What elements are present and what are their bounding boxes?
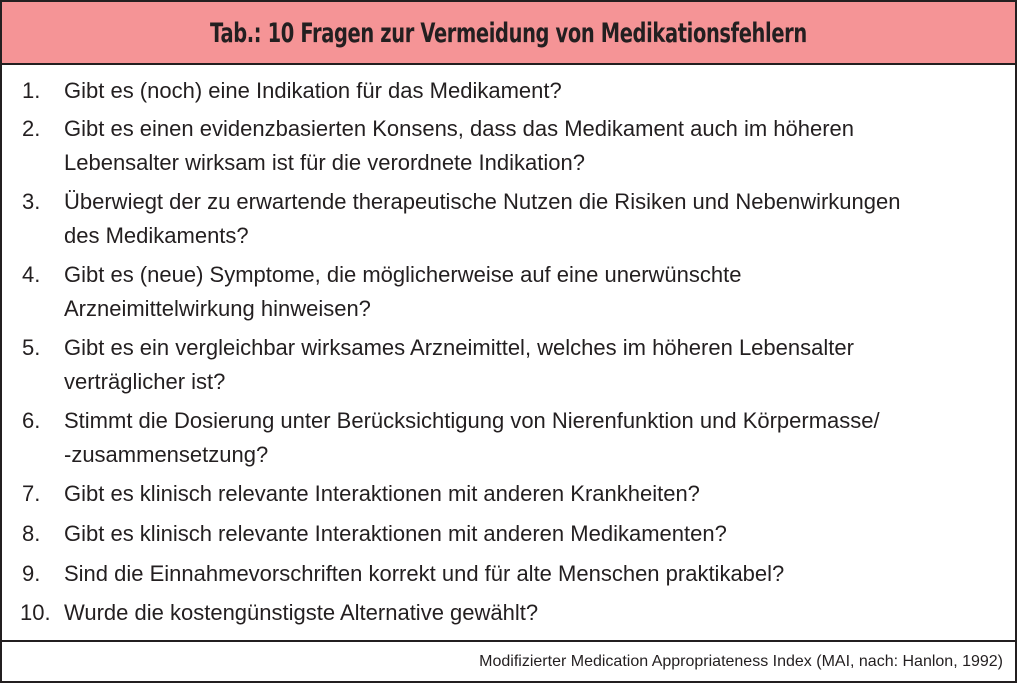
question-line: -zusammensetzung?	[64, 442, 269, 467]
question-item	[2, 258, 1015, 326]
question-item	[2, 74, 1015, 108]
question-number: 2.	[22, 116, 41, 141]
question-text	[64, 331, 984, 399]
question-line: Gibt es klinisch relevante Interaktionen mit anderen Krankheiten?	[64, 481, 700, 506]
question-line: Lebensalter wirksam ist für die verordnete Indikation?	[64, 150, 585, 175]
question-number: 5.	[22, 335, 41, 360]
question-text	[64, 74, 984, 108]
question-line: Stimmt die Dosierung unter Berücksichtigung von Nierenfunktion und Körpermasse/	[64, 408, 880, 433]
question-text	[64, 112, 984, 180]
question-item	[2, 331, 1015, 399]
question-number: 9.	[22, 561, 41, 586]
question-line: Sind die Einnahmevorschriften korrekt und für alte Menschen praktikabel?	[64, 561, 785, 586]
question-item	[2, 557, 1015, 591]
question-line: des Medikaments?	[64, 223, 249, 248]
question-line: verträglicher ist?	[64, 369, 226, 394]
question-item	[2, 112, 1015, 180]
question-list	[2, 65, 1015, 630]
table-source-note: Modifizierter Medication Appropriateness Index (MAI, nach: Hanlon, 1992)	[479, 653, 1003, 670]
question-item	[2, 596, 1015, 630]
question-number: 8.	[22, 521, 41, 546]
question-number: 10.	[20, 600, 51, 625]
question-item	[2, 404, 1015, 472]
table-header	[2, 2, 1015, 65]
question-number: 4.	[22, 262, 41, 287]
question-line: Arzneimittelwirkung hinweisen?	[64, 296, 371, 321]
question-text	[64, 557, 984, 591]
question-text	[64, 185, 984, 253]
question-line: Gibt es klinisch relevante Interaktionen mit anderen Medikamenten?	[64, 521, 727, 546]
question-item	[2, 477, 1015, 511]
question-text	[64, 258, 984, 326]
question-line: Gibt es (neue) Symptome, die möglicherweise auf eine unerwünschte	[64, 262, 742, 287]
question-number: 1.	[22, 78, 41, 103]
question-text	[64, 517, 984, 551]
question-text	[64, 404, 984, 472]
question-line: Wurde die kostengünstigste Alternative gewählt?	[64, 600, 539, 625]
question-number: 6.	[22, 408, 41, 433]
footer-divider	[2, 640, 1015, 642]
question-text	[64, 596, 984, 630]
question-item	[2, 185, 1015, 253]
question-number: 7.	[22, 481, 41, 506]
question-line: Gibt es einen evidenzbasierten Konsens, dass das Medikament auch im höheren	[64, 116, 855, 141]
table-title: Tab.: 10 Fragen zur Vermeidung von Medikationsfehlern	[210, 18, 807, 49]
question-item	[2, 517, 1015, 551]
question-line: Überwiegt der zu erwartende therapeutische Nutzen die Risiken und Nebenwirkungen	[64, 189, 901, 214]
question-line: Gibt es (noch) eine Indikation für das Medikament?	[64, 78, 562, 103]
question-line: Gibt es ein vergleichbar wirksames Arzneimittel, welches im höheren Lebensalter	[64, 335, 854, 360]
question-number: 3.	[22, 189, 41, 214]
question-text	[64, 477, 984, 511]
